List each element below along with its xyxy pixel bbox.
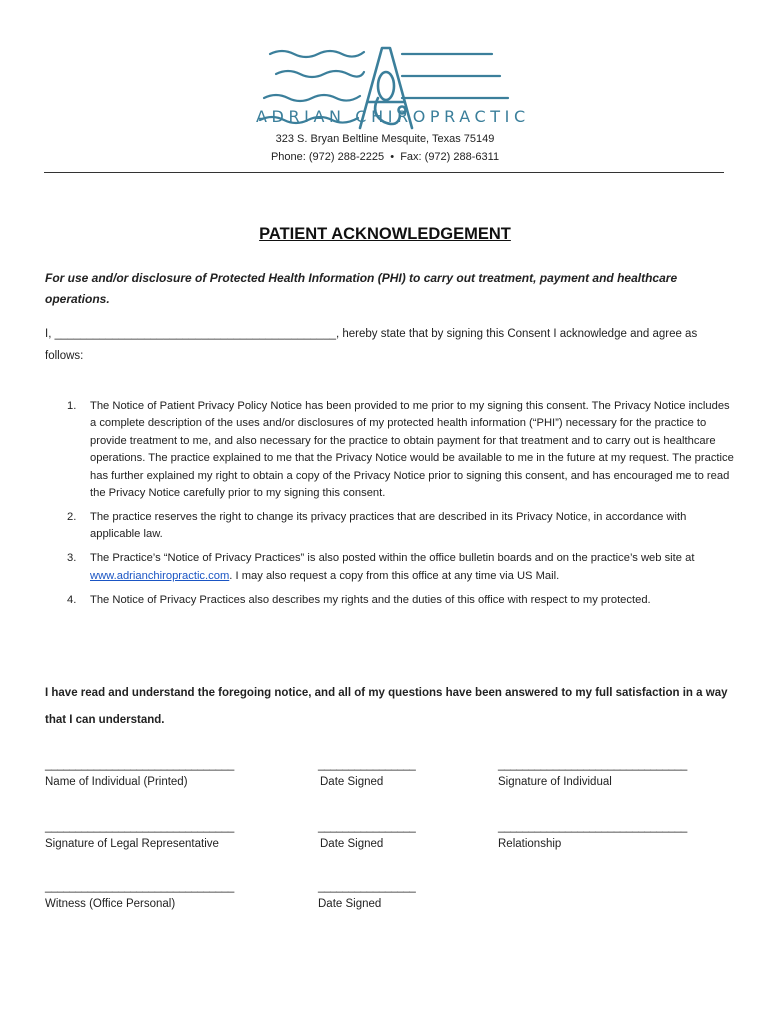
- bullet-separator: •: [390, 151, 395, 163]
- website-link[interactable]: www.adrianchiropractic.com: [90, 569, 230, 582]
- date-signed-line-2[interactable]: ________________: [318, 821, 416, 833]
- header-divider: [44, 172, 724, 173]
- list-item-number: 4.: [67, 593, 77, 606]
- list-item-text: The practice reserves the right to change its privacy practices that are described in its Privacy Notice, in accordance with applicable law.: [90, 510, 687, 541]
- list-item-text-after-link: . I may also request a copy from this office at any time via US Mail.: [229, 569, 560, 582]
- list-item-text-before-link: The Practice’s “Notice of Privacy Practices” is also posted within the office bulletin boards and on the practice’s web site at: [90, 552, 695, 565]
- document-title: PATIENT ACKNOWLEDGEMENT: [259, 225, 511, 243]
- individual-signature-line[interactable]: _______________________________: [498, 759, 687, 771]
- consent-statement: I, ____________________________________________, hereby state that by signing this Consent I acknowledge and agree as follows:: [45, 328, 698, 362]
- date-signed-line-1[interactable]: ________________: [318, 759, 416, 771]
- legal-representative-line[interactable]: _______________________________: [45, 821, 234, 833]
- logo-wordmark: ADRIAN CHIROPRACTIC: [256, 107, 530, 126]
- date-signed-label-1: Date Signed: [320, 776, 384, 788]
- clinic-phone: Phone: (972) 288-2225: [270, 151, 385, 163]
- acknowledgement-list: [45, 398, 735, 615]
- legal-representative-label: Signature of Legal Representative: [45, 838, 219, 850]
- date-signed-label-3: Date Signed: [318, 898, 382, 910]
- witness-label: Witness (Office Personal): [45, 898, 176, 910]
- list-item-text: The Notice of Patient Privacy Policy Notice has been provided to me prior to my signing this consent. The Privacy Notice includes a complete description of the uses and/or disclosures of my protected health information (“PHI”) necessary for the practice to provide treatment to me, and also necessary for the practice to obtain payment for that treatment and to carry out is healthcare operations. The practice explained to me that the Privacy Notice would be available to me in the future at my request. The practice has further explained my right to obtain a copy of the Privacy Notice prior to signing this consent, and has encouraged me to read the Privacy Notice carefully prior to my signing this consent.: [90, 400, 734, 500]
- name-printed-line[interactable]: _______________________________: [45, 759, 234, 771]
- list-item: [45, 550, 735, 585]
- name-printed-label: Name of Individual (Printed): [45, 776, 188, 788]
- list-item-number: 2.: [67, 510, 77, 523]
- clinic-contact: [0, 151, 770, 163]
- list-item-number: 1.: [67, 400, 77, 412]
- individual-signature-label: Signature of Individual: [498, 776, 612, 788]
- relationship-line[interactable]: _______________________________: [498, 821, 687, 833]
- relationship-label: Relationship: [498, 838, 562, 850]
- list-item-number: 3.: [67, 552, 77, 565]
- list-item: [45, 398, 735, 502]
- date-signed-label-2: Date Signed: [320, 838, 384, 850]
- witness-line[interactable]: _______________________________: [45, 881, 234, 893]
- phi-purpose-statement: For use and/or disclosure of Protected Health Information (PHI) to carry out treatment, payment and healthcare operations.: [45, 271, 678, 306]
- list-item-text: The Notice of Privacy Practices also describes my rights and the duties of this office with respect to my protected.: [90, 593, 651, 606]
- list-item: [45, 509, 735, 544]
- acknowledgement-statement: I have read and understand the foregoing notice, and all of my questions have been answered to my full satisfaction in a way that I can understand.: [45, 687, 728, 726]
- clinic-fax: Fax: (972) 288-6311: [400, 151, 500, 163]
- list-item: [45, 592, 735, 609]
- clinic-address: 323 S. Bryan Beltline Mesquite, Texas 75149: [275, 133, 495, 145]
- date-signed-line-3[interactable]: ________________: [318, 881, 416, 893]
